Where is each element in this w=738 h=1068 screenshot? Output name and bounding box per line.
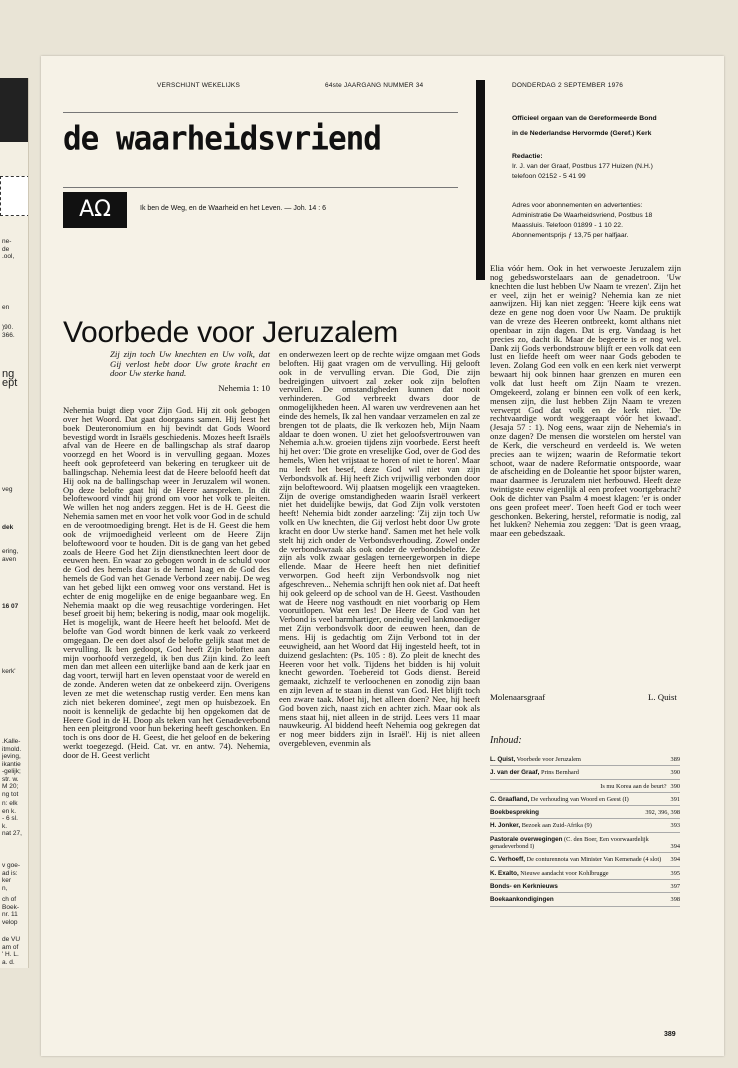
- contents-title-text: Voorbede voor Jeruzalem: [516, 756, 581, 763]
- masthead-rule: [63, 187, 458, 188]
- contents-item[interactable]: [490, 893, 680, 906]
- black-divider-bar: [476, 80, 485, 280]
- contents-title-text: De verhouding van Woord en Geest (I): [530, 795, 629, 803]
- scrap-text: 16 07: [2, 603, 19, 610]
- scrap-text: ne- de .ool,: [2, 238, 15, 260]
- contents-author: Pastorale overwegingen: [490, 835, 563, 843]
- contents-page: 391: [670, 795, 680, 803]
- contents-author: J. van der Graaf,: [490, 769, 540, 777]
- article-column-2: [279, 350, 480, 1028]
- contents-title-text: (C. den Boer, Een voorwaardelijk genadeverbond I): [490, 835, 649, 851]
- article-title: Voorbede voor Jeruzalem: [63, 316, 398, 349]
- masthead-title: de waarheidsvriend: [63, 120, 381, 158]
- scrap-text: en: [2, 304, 10, 311]
- contents-title-text: Prins Bernhard: [540, 769, 579, 777]
- contents-item[interactable]: [490, 819, 680, 832]
- org-line: in de Nederlandse Hervormde (Geref.) Kerk: [512, 130, 652, 137]
- column-text: en onderwezen leert op de rechte wijze omgaan met Gods beloften. Hij gaat vragen om de vervulling. Hij gelooft ook in de vervulling ervan. Die God, Die zijn bedreigingen uitvoert zal zeker ook zijn beloften vervullen. De omstandigheden kunnen dat nooit verhinderen. God verbreekt dwars door de onmogelijkheden heen. Al waren uw verdrevenen aan het einde des hemels, Ik zal hen vandaar verzamelen en zal ze brengen tot de plaats, die Ik verkozen heb, Mijn Naam aldaar te doen wonen. U ziet het geloofsvertrouwen van Nehemia a.h.w. groeien tijdens zijn voorbede. Eerst heeft hij het over: 'Die grote en vreselijke God, over de God des hemels, Wien het vrijstaat te horen of niet te horen'. Maar nu leeft het besef, deze God wil niet van zijn Verbondsvolk af. Hij heeft Zich vrijwillig verbonden door zijn beloftewoord. Wij plaatsen mogelijk een vraagteken. Zijn de overige omstandigheden waarin Israël verkeert niet het duidelijke bewijs, dat God Zijn volk verstoten heeft! Nehemia bidt zonder aarzeling: 'Zij zijn toch Uw volk en Uw knechten, die Gij verlost hebt door Uw grote kracht en door Uw sterke hand'. Samen met het hele volk stelt hij zich onder de Verbondsverhouding. Zowel onder de verbondswraak als ook onder de verbondsbelofte. Ze zijn als volk zwaar geslagen terneergeworpen in diepe ellende. Maar de Heere heeft hen niet definitief verworpen. God heeft zijn Verbondsvolk nog niet afgeschreven... Nehemia schrijft hen ook niet af. Dat heeft hij ook geleerd op de school van de H. Geest. Vasthouden wat de Heere nog vasthoudt en niet voorbarig op Hem vooruitlopen. Wat een les! De Heere de God van het Verbond is veel barmhartiger, oneindig veel lankmoediger met Zijn verbondsvolk door de eeuwen heen, dan de mens. Hij is gedachtig om Zijn Verbond tot in der eeuwigheid, aan het Woord dat Hij ingesteld heeft, tot in duizend geslachten: (Ps. 105 : 8). Zo pleit de knecht des Heeren voor het volk. Tijdens het bidden is hij voluit knecht geworden. Toebereid tot Gods dienst. Bereid gemaakt, zichzelf te verloochenen en zonodig zijn baan en zijn leven af te staan in dienst van God. Het blijft toch een zware taak. Moet hij, het alleen doen? Nee, hij heeft God boven zich, naast zich en achter zich. Maar ook als mens staat hij, niet alleen in de strijd. Lees vers 11 maar nauwkeurig. Al biddend heeft Nehemia oog gekregen dat er nog meer bidders zijn in Israël'. Hij is niet alleen overgebleven, evenmin als: [279, 350, 480, 749]
- header-frequency: VERSCHIJNT WEKELIJKS: [157, 82, 240, 89]
- header-date: DONDERDAG 2 SEPTEMBER 1976: [512, 82, 624, 89]
- contents-title-text: Nieuwe aandacht voor Kohlbrugge: [520, 869, 609, 877]
- contents-title-text: Bezoek aan Zuid-Afrika (9): [521, 822, 592, 830]
- contents-page: 390: [670, 769, 680, 777]
- contents-author: L. Quist,: [490, 756, 516, 763]
- contents-author: Boekbespreking: [490, 809, 539, 817]
- scrap-text: kerk': [2, 668, 16, 675]
- contents-page: 398: [670, 896, 680, 904]
- column-text: Nehemia buigt diep voor Zijn God. Hij zit ook gebogen over het Woord. Dat gaat doorgaans samen. Hij leest het boek Deuteronomium en hij bevindt dat Gods Woord bevestigd wordt in Israëls geschiedenis. Mozes heeft Israëls afval van de Heere en de ballingschap als straf daarop voorzegd en het Woord is in vervulling gegaan. Mozes heeft ook geprofeteerd van bekering en terugkeer uit de ballingschap. Nehemia leest dat de Heere beloofd heeft dat Hij ook na de ballingschap weer in Jeruzalem wil wonen. Op deze belofte gaat hij de Heere aanspreken. In dit beloftewoord vindt hij grond om voor het volk te pleiten. We willen het nog anders zeggen. Het is de H. Geest die Nehemia samen met en voor het volk voor God in de schuld en de verootmoediging brengt. Het is de H. Geest die hem ook de vrijmoedigheid verleent om de Heere Zijn beloftewoord voor te houden. Dit is de gang van het gebed zoals de Heere God het Zijn dienstknechten leert door de eeuwen heen. En waar zo gebogen wordt in de schuld voor de God des hemels daar is de hemel laag en de God des hemels de God van het Genade Verbond zeer nabij. De weg van het gebed lijkt een omweg voor ons verstand. Het is echter de enig mogelijke en de enige begaanbare weg. En Nehemia maakt op die weg reusachtige vorderingen. Het besef groeit bij hem; bekering is nodig, maar ook mogelijk. Het is mogelijk, want de Heere heeft het beloofd. Met de belofte van God wordt binnen de kerk vaak zo verkeerd omgegaan. De een doet alsof de belofte gelijk staat met de vervulling. Ik ben gedoopt, God heeft Zijn beloften aan mijn voorhoofd verzegeld, ik ben dus Zijn kind. Zo leeft men dan met alleen een uiterlijke band aan de kerk jaar en dag voort, terwijl hart en leven openstaat voor de wereld en de zonde. Anderen weten dat ze onbekeerd zijn. Overigens leven ze met die wetenschap rustig verder. Een mens kan zich niet bekeren dominee', zegt men op huisbezoek. En nooit is kennelijk de gedachte bij hen opgekomen dat de Heere God in de H. Doop als teken van het Genadeverbond hen een pleitgrond voor hun bekering heeft geschonken. En toch is ons door de H. Geest, die het geloof en de bekering werkt toegezegd. (Heid. Cat. vr. en antw. 74). Nehemia, door de H. Geest verlicht: [63, 406, 270, 760]
- contents-title-text: Is mu Korea aan de beurt?: [600, 782, 667, 790]
- article-place: Molenaarsgraaf: [490, 692, 546, 702]
- page-number: 389: [664, 1031, 676, 1038]
- scrap-text: de VU am of ' H. L. a. d.: [2, 936, 21, 966]
- contents-item[interactable]: [490, 766, 680, 779]
- contents-author: H. Jonker,: [490, 822, 521, 830]
- article-column-1: [63, 406, 270, 1028]
- motto: Ik ben de Weg, en de Waarheid en het Leven. — Joh. 14 : 6: [140, 205, 327, 212]
- contents-page: 390: [670, 782, 680, 790]
- contents-page: 394: [670, 843, 680, 851]
- scrap-text: n: elk en k. - 6 sl. k. nat 27,: [2, 800, 22, 837]
- header-volume: 64ste JAARGANG NUMMER 34: [325, 82, 424, 89]
- contents-item[interactable]: [490, 753, 680, 766]
- contents-item[interactable]: [490, 853, 680, 866]
- redactie-phone: telefoon 02152 - 5 41 99: [512, 173, 586, 180]
- contents-author: Bonds- en Kerknieuws: [490, 882, 558, 890]
- article-epigraph: Zij zijn toch Uw knechten en Uw volk, dat Gij verlost hebt door Uw grote kracht en door Uw sterke hand.: [110, 349, 270, 379]
- contents-title-text: De conturennota van Minister Van Kemenade (4 slot): [526, 856, 662, 864]
- column-text: Elia vóór hem. Ook in het verwoeste Jeruzalem zijn nog gebedsworstelaars aan de genadetroon. 'Uw knechten die lust hebben Uw Naam te vrezen'. Zijn het er veel, zijn het er weinig? Nehemia kan ze niet aanwijzen. Hij kan niet zeggen: 'Heere kijk eens wat deze en gene nog doen voor Uw Naam. De pruktijk van de vreze des Heeren ontbreekt, komt althans niet openbaar in zijn dagen. Dat is erg. Vandaag is het precies zo, dacht ik. Maar de begeerte is er nog wel. Dank zij Gods verbondstrouw blijft er een volk dat een lust en liefde heeft om weer naar Gods geboden te leven. Zolang God een volk en een kerk niet verwerpt bewaart hij ook binnen haar grenzen en muren een volk dat lust heeft om Zijn Naam te vrezen. Omgekeerd, zolang er binnen een volk of een kerk, mensen zijn, die lust hebben Zijn Naam te vrezen verwerpt God dat volk en de kerk niet. 'De rechtvaardige wordt weggeraapt vóór het kwaad'. (Jesaja 57 : 1). Nog eens, waar zijn de Nehemia's in onze dagen? De mensen die worstelen om herstel van de Kerk, die verscheurd en verdeeld is. We weten precies aan te wijzen; waarin de Reformatie tekort schoot, waar de nadere Reformatie ontspoorde, waar de afscheiding en de Doleantie het spoor bijster waren, maar daarmee is Jeruzalem niet herbouwd. Heeft deze twintigste eeuw eigenlijk al een profeet voortgebracht? Ook de dichter van Psalm 4 moest klagen: 'er is onder ons geen profeet meer'. Toen heeft God er toch weer geschonken. Bekering, herstel, reformatie is nodig, zal het lukken? Nehemia zou zeggen: 'Dat is geen vraag, maar een gebedszaak.: [490, 264, 681, 539]
- contents-page: 392, 396, 398: [645, 809, 680, 817]
- contents-page: 395: [670, 869, 680, 877]
- scrap-text: ering, aven: [2, 548, 19, 563]
- contents-page: 389: [670, 756, 680, 763]
- contents-item[interactable]: [490, 793, 680, 806]
- masthead-rule: [63, 112, 458, 113]
- epigraph-reference: Nehemia 1: 10: [218, 383, 270, 393]
- contents-author: K. Exalto,: [490, 869, 519, 877]
- admin-line: Adres voor abonnementen en advertenties:: [512, 202, 643, 209]
- redactie-label: Redactie:: [512, 153, 543, 160]
- scrap-text: ch of Boek- nr. 11 velop: [2, 896, 19, 926]
- scrap-text: .Kalle- itmold. jeving, ikantie -gelijk; str. w. M 20; ng tot: [2, 738, 22, 798]
- article-column-3: [490, 264, 681, 684]
- contents-item[interactable]: [490, 880, 680, 893]
- contents-page: 397: [670, 882, 680, 890]
- contents-author: Boekaankondigingen: [490, 896, 554, 904]
- scrap-text: )90. 366.: [2, 324, 15, 339]
- contents-author: C. Verhoeff,: [490, 856, 525, 864]
- adjacent-page-scrap: [0, 78, 29, 968]
- alpha-omega-logo: AΩ: [63, 192, 127, 228]
- contents-list: [490, 753, 680, 907]
- scrap-box: [0, 176, 29, 216]
- scrap-text: v goe- ad is: ker n,: [2, 862, 21, 892]
- scrap-block: [0, 78, 28, 142]
- admin-line: Maassluis. Telefoon 01899 - 1 10 22.: [512, 222, 623, 229]
- contents-page: 394: [670, 856, 680, 864]
- org-line: Officieel orgaan van de Gereformeerde Bond: [512, 115, 657, 122]
- contents-item[interactable]: [490, 780, 680, 793]
- contents-item[interactable]: [490, 806, 680, 819]
- subscription-price: Abonnementsprijs ƒ 13,75 per halfjaar.: [512, 232, 629, 239]
- scrap-text: ng ept: [2, 368, 18, 389]
- contents-item[interactable]: [490, 867, 680, 880]
- scrap-text: veg: [2, 486, 13, 493]
- contents-page: 393: [670, 822, 680, 830]
- article-author: L. Quist: [648, 692, 677, 702]
- scrap-text: dek: [2, 524, 14, 531]
- contents-author: C. Graafland,: [490, 795, 530, 803]
- admin-line: Administratie De Waarheidsvriend, Postbus 18: [512, 212, 653, 219]
- contents-item[interactable]: [490, 833, 680, 854]
- redactie-address: Ir. J. van der Graaf, Postbus 177 Huizen (N.H.): [512, 163, 653, 170]
- contents-title: Inhoud:: [490, 735, 522, 746]
